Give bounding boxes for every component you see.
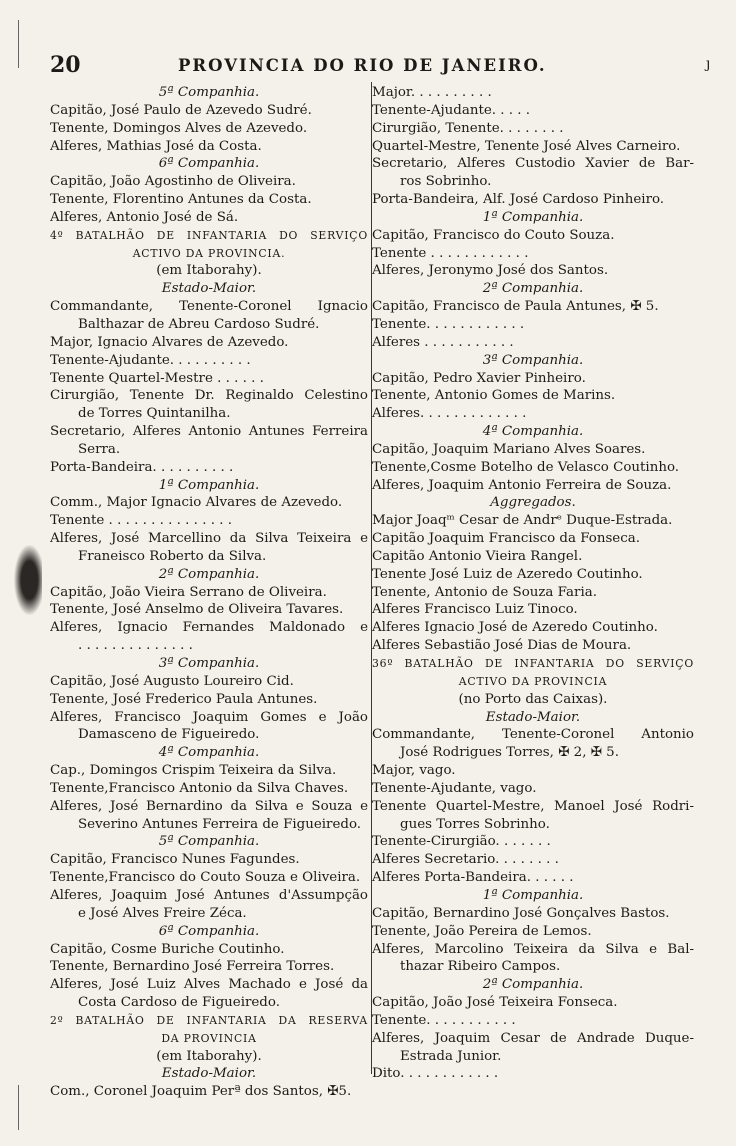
corner-mark: ȷ: [706, 56, 711, 72]
text-line: Tenente,Cosme Botelho de Velasco Coutinho.: [372, 459, 680, 475]
battalion-heading: 2º BATALHÃO DE INFANTARIA DA RESERVA: [50, 1013, 368, 1027]
text-line: thazar Ribeiro Campos.: [400, 959, 561, 975]
text-line: Tenente-Ajudante. . . . . . . . . .: [50, 352, 251, 368]
text-line: (no Porto das Caixas).: [458, 691, 608, 707]
battalion-heading: ACTIVO DA PROVINCIA: [458, 674, 608, 688]
section-heading: 4ª Companhia.: [158, 745, 260, 761]
text-line: e José Alves Freire Zéca.: [78, 905, 247, 921]
text-line: Alferes Francisco Luiz Tinoco.: [372, 602, 578, 618]
text-line: Alferes, Ignacio Fernandes Maldonado e: [50, 620, 368, 636]
section-heading: 4ª Companhia.: [482, 424, 584, 440]
text-line: Franeisco Roberto da Silva.: [78, 548, 267, 564]
text-line: Major Joaqᵐ Cesar de Andrᵉ Duque-Estrada.: [372, 513, 673, 529]
text-line: Dito. . . . . . . . . . . .: [372, 1066, 499, 1082]
text-line: Secretario, Alferes Antonio Antunes Ferreira: [50, 424, 368, 440]
text-line: de Torres Quintanilha.: [78, 406, 231, 422]
text-line: Capitão, João Agostinho de Oliveira.: [50, 174, 296, 190]
text-line: Alferes Porta-Bandeira. . . . . .: [372, 870, 574, 886]
running-title: PROVINCIA DO RIO DE JANEIRO.: [178, 56, 547, 75]
text-line: Tenente,Francisco Antonio da Silva Chaves.: [50, 780, 349, 796]
section-heading: 1ª Companhia.: [482, 209, 584, 225]
text-line: Quartel-Mestre, Tenente José Alves Carneiro.: [372, 138, 681, 154]
text-line: Alferes, Mathias José da Costa.: [50, 138, 262, 154]
text-line: Alferes, Joaquim Antonio Ferreira de Souza.: [372, 477, 672, 493]
text-line: Alferes, Marcolino Teixeira da Silva e Bal-: [372, 941, 694, 957]
text-line: Cirurgião, Tenente Dr. Reginaldo Celestino: [50, 388, 368, 404]
section-heading: 1ª Companhia.: [158, 477, 260, 493]
left-column: [50, 84, 368, 1101]
battalion-heading: DA PROVINCIA: [161, 1031, 257, 1045]
text-line: Porta-Bandeira. . . . . . . . . .: [50, 459, 234, 475]
text-line: Alferes Sebastião José Dias de Moura.: [372, 638, 632, 654]
text-line: Alferes, Francisco Joaquim Gomes e João: [50, 709, 368, 725]
text-line: Capitão, Joaquim Mariano Alves Soares.: [372, 441, 646, 457]
section-heading: Estado-Maior.: [161, 281, 257, 297]
text-line: Major, Ignacio Alvares de Azevedo.: [50, 334, 289, 350]
text-line: Porta-Bandeira, Alf. José Cardoso Pinheiro.: [372, 192, 665, 208]
text-line: Damasceno de Figueiredo.: [78, 727, 260, 743]
text-line: . . . . . . . . . . . . . .: [78, 638, 193, 654]
text-line: Tenente . . . . . . . . . . . . . . .: [50, 513, 232, 529]
text-line: Capitão, Bernardino José Gonçalves Bastos.: [372, 905, 670, 921]
text-line: Tenente, Bernardino José Ferreira Torres.: [50, 959, 335, 975]
section-heading: Estado-Maior.: [161, 1066, 257, 1082]
text-line: Tenente-Cirurgião. . . . . . .: [372, 834, 551, 850]
text-line: ros Sobrinho.: [400, 174, 492, 190]
right-column: [372, 84, 694, 1083]
text-line: Commandante, Tenente-Coronel Ignacio: [50, 299, 368, 315]
text-line: José Rodrigues Torres, ✠ 2, ✠ 5.: [400, 745, 619, 761]
text-line: Com., Coronel Joaquim Perª dos Santos, ✠5.: [50, 1084, 352, 1100]
text-line: Alferes, José Marcellino da Silva Teixeira e: [50, 531, 368, 547]
section-heading: Aggregados.: [490, 495, 576, 511]
text-line: Alferes . . . . . . . . . . .: [372, 334, 514, 350]
page-header: [50, 52, 711, 78]
text-line: Serra.: [78, 441, 121, 457]
text-line: Capitão, Cosme Buriche Coutinho.: [50, 941, 285, 957]
text-line: (em Itaborahy).: [156, 1048, 262, 1064]
text-line: Tenente. . . . . . . . . . .: [372, 1012, 516, 1028]
text-line: Capitão Joaquim Francisco da Fonseca.: [372, 531, 640, 547]
text-line: Balthazar de Abreu Cardoso Sudré.: [78, 316, 320, 332]
section-heading: 5ª Companhia.: [158, 85, 260, 100]
text-line: Capitão Antonio Vieira Rangel.: [372, 548, 583, 564]
margin-line-top: [18, 20, 19, 68]
text-line: Tenente-Ajudante, vago.: [372, 780, 537, 796]
text-line: Alferes Secretario. . . . . . . .: [372, 852, 559, 868]
text-line: Cap., Domingos Crispim Teixeira da Silva.: [50, 763, 337, 779]
text-line: Alferes. . . . . . . . . . . . .: [372, 406, 527, 422]
text-line: Commandante, Tenente-Coronel Antonio: [372, 727, 694, 743]
text-line: Tenente José Luiz de Azeredo Coutinho.: [372, 566, 643, 582]
text-line: Tenente, Antonio Gomes de Marins.: [372, 388, 616, 404]
section-heading: 3ª Companhia.: [482, 352, 584, 368]
text-line: Alferes, Antonio José de Sá.: [50, 209, 239, 225]
text-line: Capitão, José Paulo de Azevedo Sudré.: [50, 102, 312, 118]
text-line: Capitão, João José Teixeira Fonseca.: [372, 995, 618, 1011]
text-line: Alferes, José Bernardino da Silva e Souza e: [50, 798, 368, 814]
text-line: Alferes, José Luiz Alves Machado e José da: [50, 977, 368, 993]
section-heading: 1ª Companhia.: [482, 887, 584, 903]
section-heading: 6ª Companhia.: [158, 923, 260, 939]
text-line: Cirurgião, Tenente. . . . . . . .: [372, 120, 564, 136]
battalion-heading: ACTIVO DA PROVINCIA.: [132, 246, 286, 260]
text-line: Alferes, Jeronymo José dos Santos.: [372, 263, 609, 279]
text-line: Comm., Major Ignacio Alvares de Azevedo.: [50, 495, 343, 511]
battalion-heading: 4º BATALHÃO DE INFANTARIA DO SERVIÇO: [50, 228, 368, 242]
text-line: Alferes, Joaquim José Antunes d'Assumpção: [50, 887, 368, 903]
text-line: Capitão, João Vieira Serrano de Oliveira.: [50, 584, 327, 600]
page-number: 20: [50, 52, 81, 78]
text-line: gues Torres Sobrinho.: [400, 816, 550, 832]
text-line: Tenente, Florentino Antunes da Costa.: [50, 192, 312, 208]
text-line: Capitão, Francisco Nunes Fagundes.: [50, 852, 300, 868]
text-line: Tenente. . . . . . . . . . . .: [372, 316, 525, 332]
text-line: Capitão, Francisco do Couto Souza.: [372, 227, 615, 243]
section-heading: 2ª Companhia.: [482, 281, 584, 297]
text-line: Major, vago.: [372, 763, 456, 779]
section-heading: 2ª Companhia.: [482, 977, 584, 993]
text-line: Tenente . . . . . . . . . . . .: [372, 245, 529, 261]
text-line: (em Itaborahy).: [156, 263, 262, 279]
text-line: Capitão, Francisco de Paula Antunes, ✠ 5.: [372, 299, 659, 315]
text-line: Capitão, José Augusto Loureiro Cid.: [50, 673, 294, 689]
battalion-heading: 36º BATALHÃO DE INFANTARIA DO SERVIÇO: [372, 657, 694, 670]
text-line: Major. . . . . . . . . .: [372, 85, 492, 100]
text-line: Tenente, Antonio de Souza Faria.: [372, 584, 597, 600]
text-line: Tenente, João Pereira de Lemos.: [372, 923, 592, 939]
text-line: Tenente Quartel-Mestre, Manoel José Rodri-: [372, 798, 694, 814]
text-line: Tenente, Domingos Alves de Azevedo.: [50, 120, 308, 136]
text-line: Alferes Ignacio José de Azeredo Coutinho.: [372, 620, 658, 636]
text-line: Tenente,Francisco do Couto Souza e Oliveira.: [50, 870, 361, 886]
text-line: Estrada Junior.: [400, 1048, 502, 1064]
text-line: Costa Cardoso de Figueiredo.: [78, 995, 280, 1011]
text-line: Tenente Quartel-Mestre . . . . . .: [50, 370, 264, 386]
section-heading: 3ª Companhia.: [158, 656, 260, 671]
section-heading: 2ª Companhia.: [158, 566, 260, 582]
section-heading: 6ª Companhia.: [158, 156, 260, 172]
text-line: Severino Antunes Ferreira de Figueiredo.: [78, 816, 362, 832]
text-line: Capitão, Pedro Xavier Pinheiro.: [372, 370, 586, 386]
section-heading: Estado-Maior.: [485, 709, 581, 725]
text-line: Secretario, Alferes Custodio Xavier de Bar-: [372, 156, 694, 172]
section-heading: 5ª Companhia.: [158, 834, 260, 850]
text-line: Tenente, José Anselmo de Oliveira Tavares.: [50, 602, 344, 618]
text-line: Tenente, José Frederico Paula Antunes.: [50, 691, 318, 707]
text-line: Alferes, Joaquim Cesar de Andrade Duque-: [372, 1030, 694, 1046]
text-line: Tenente-Ajudante. . . . .: [372, 102, 531, 118]
ink-blot: [14, 545, 42, 615]
margin-line-bottom: [18, 1085, 19, 1130]
